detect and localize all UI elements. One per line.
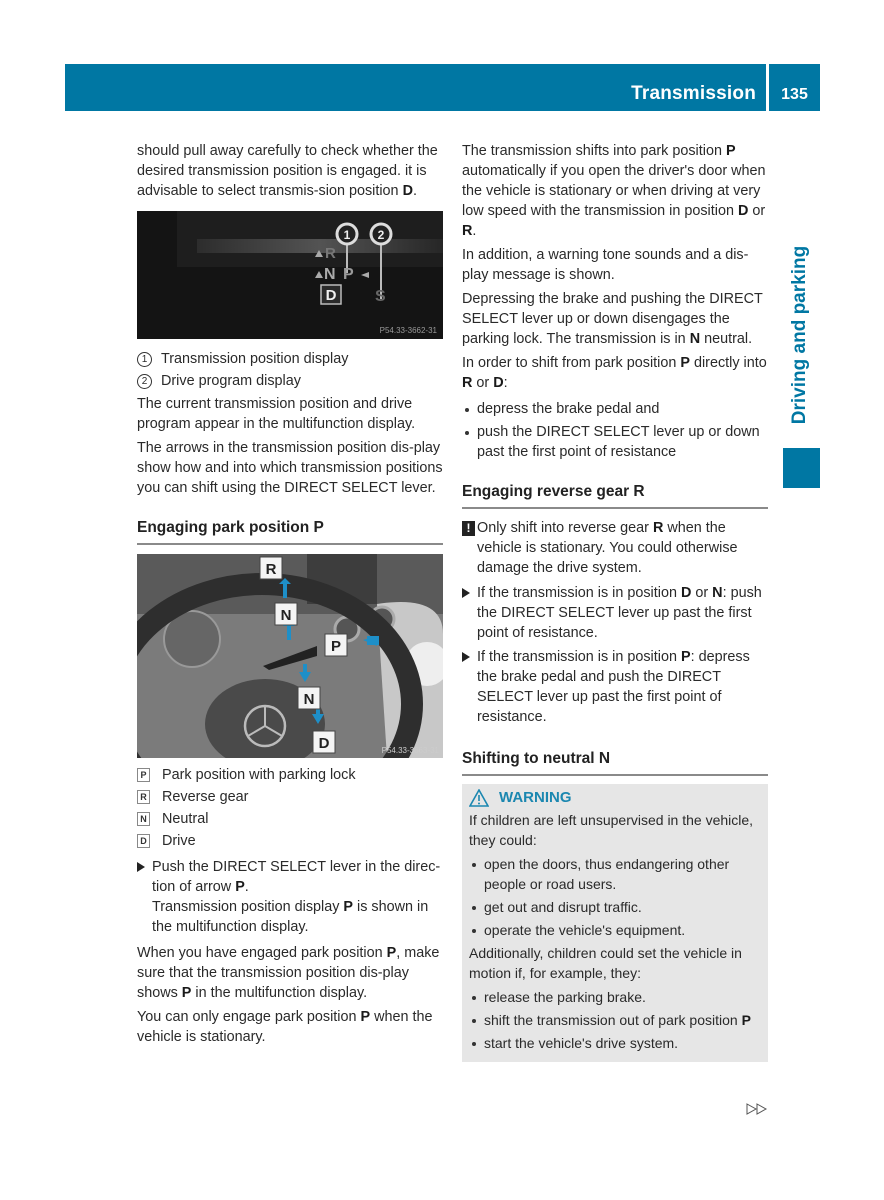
bullet-item: get out and disrupt traffic. [469, 897, 761, 917]
label-r: R [265, 561, 277, 578]
callout-1-label: 1 [343, 228, 351, 242]
step-triangle-icon [137, 862, 145, 872]
label-p: P [330, 638, 342, 655]
instruction-step: Push the DIRECT SELECT lever in the direc-tion of arrow P. Transmission position display P is shown in the multifunction display. [137, 857, 443, 937]
warning-text: Additionally, children could set the vehicle in motion if, for example, they: [469, 945, 742, 981]
header-bar [65, 64, 766, 111]
legend-item [137, 349, 443, 369]
bullet-icon [472, 1019, 476, 1023]
warning-title: WARNING [499, 789, 572, 806]
paragraph: The transmission shifts into park position P automatically if you open the driver's door when the vehicle is stationary or when driving at very low speed with the transmission in position D or R. [462, 143, 766, 239]
chapter-tab-label: Driving and parking [789, 245, 810, 425]
warning-triangle-icon [469, 789, 489, 807]
bullet-icon [465, 431, 469, 435]
gear-key-icon: D [137, 834, 150, 848]
section-title: Transmission [631, 83, 756, 104]
caution-note: ! Only shift into reverse gear R when the vehicle is stationary. You could otherwise damage the drive system. [462, 518, 768, 578]
right-column [462, 141, 768, 1062]
step-triangle-icon [462, 588, 470, 598]
gear-p-indicator: P [343, 266, 354, 283]
legend-label: Neutral [162, 811, 209, 827]
bullet-item: open the doors, thus endangering other people or road users. [469, 854, 761, 894]
gear-key-icon: P [137, 768, 150, 782]
key-legend-item [137, 809, 443, 829]
bullet-item: push the DIRECT SELECT lever up or down past the first point of resistance [462, 422, 768, 462]
exclamation-icon: ! [462, 521, 475, 536]
warning-box [462, 784, 768, 1062]
gear-d-indicator: D [325, 287, 337, 304]
intro-paragraph: should pull away carefully to check whether the desired transmission position is engaged. it is advisable to select transmis-sion position D. [137, 143, 438, 199]
gear-key-icon: N [137, 812, 150, 826]
bullet-item: release the parking brake. [469, 987, 761, 1007]
bullet-icon [472, 863, 476, 867]
chapter-tab [780, 230, 820, 440]
paragraph: The current transmission position and drive program appear in the multifunction display. [137, 396, 416, 432]
section-heading-park: Engaging park position P [137, 518, 443, 545]
bullet-icon [472, 906, 476, 910]
drive-program-s: S [375, 288, 386, 305]
key-legend-item [137, 765, 443, 785]
transmission-display-figure [137, 211, 443, 339]
key-legend-item [137, 787, 443, 807]
instruction-step: If the transmission is in position D or N: push the DIRECT SELECT lever up past the first point of resistance. [462, 583, 768, 643]
steering-wheel-figure [137, 554, 443, 758]
image-code: P54.33-3662-31 [379, 326, 437, 335]
bullet-item: start the vehicle's drive system. [469, 1033, 761, 1053]
legend-item [137, 371, 443, 391]
display-illustration [137, 211, 443, 339]
warning-header [469, 788, 761, 808]
gear-key-icon: R [137, 790, 150, 804]
paragraph: You can only engage park position P when the vehicle is stationary. [137, 1009, 433, 1045]
bullet-icon [465, 408, 469, 412]
bullet-item: shift the transmission out of park position P [469, 1010, 761, 1030]
label-n-top: N [280, 607, 292, 624]
step-triangle-icon [462, 652, 470, 662]
continued-next-page-icon [746, 1102, 768, 1120]
section-heading-neutral: Shifting to neutral N [462, 749, 768, 776]
paragraph: In addition, a warning tone sounds and a dis-play message is shown. [462, 247, 749, 283]
bullet-item: depress the brake pedal and [462, 399, 768, 419]
bullet-item: operate the vehicle's equipment. [469, 920, 761, 940]
bullet-icon [472, 929, 476, 933]
paragraph: The arrows in the transmission position dis-play show how and into which transmission positions you can shift using the DIRECT SELECT lever. [137, 440, 443, 496]
legend-label: Reverse gear [162, 789, 249, 805]
label-d: D [318, 735, 330, 752]
legend-label: Drive [162, 833, 196, 849]
steering-wheel-illustration [137, 554, 443, 758]
bullet-icon [472, 996, 476, 1000]
left-column [137, 141, 443, 1051]
gear-r-indicator: R [325, 245, 336, 262]
callout-number-icon: 2 [137, 374, 152, 389]
callout-number-icon: 1 [137, 352, 152, 367]
legend-label: Transmission position display [161, 351, 349, 367]
legend-label: Drive program display [161, 373, 301, 389]
double-arrow-icon [746, 1103, 768, 1115]
instruction-step: If the transmission is in position P: depress the brake pedal and push the DIRECT SELECT lever up past the first point of resistance. [462, 647, 768, 727]
warning-text: If children are left unsupervised in the vehicle, they could: [469, 812, 754, 848]
legend-label: Park position with parking lock [162, 767, 356, 783]
paragraph: When you have engaged park position P, make sure that the transmission position dis-play shows P in the multifunction display. [137, 945, 440, 1001]
chapter-marker-block [783, 448, 820, 488]
paragraph: Depressing the brake and pushing the DIRECT SELECT lever up or down disengages the parking lock. The transmission is in N neutral. [462, 291, 763, 347]
key-legend-item [137, 831, 443, 851]
gear-n-indicator: N [324, 266, 336, 283]
image-code: P54.33-3663-31 [381, 746, 439, 755]
paragraph: In order to shift from park position P directly into R or D: [462, 355, 767, 391]
section-heading-reverse: Engaging reverse gear R [462, 482, 768, 509]
step-result: Transmission position display P is shown in the multifunction display. [152, 899, 429, 935]
bullet-icon [472, 1042, 476, 1046]
page-number: 135 [769, 64, 820, 111]
label-n-bottom: N [303, 691, 315, 708]
callout-2-label: 2 [377, 228, 385, 242]
